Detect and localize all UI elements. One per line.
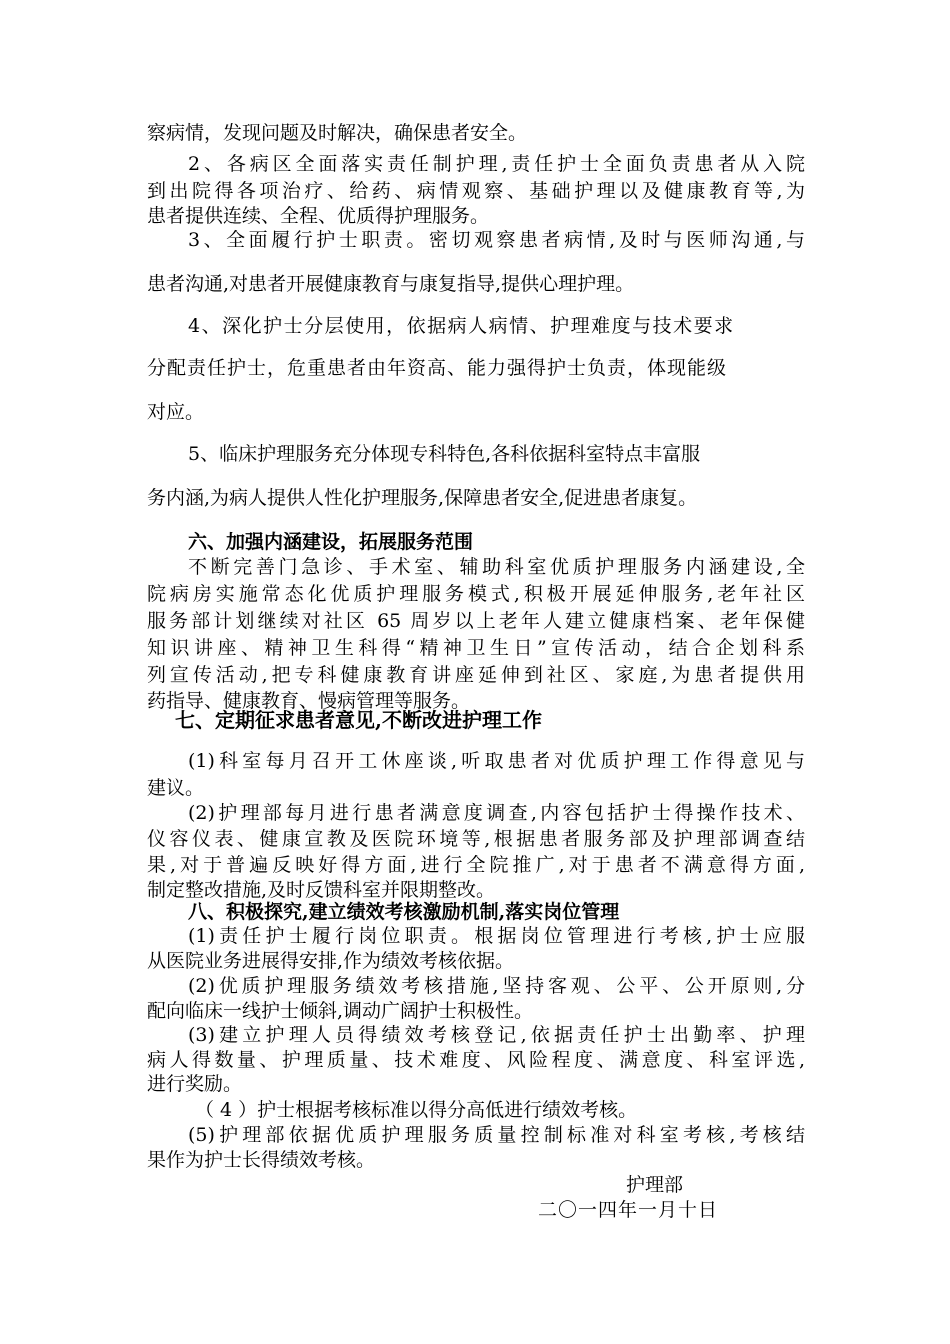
text-line: 配向临床一线护士倾斜,调动广阔护士积极性。 — [147, 1000, 534, 1022]
text-line: 药指导、健康教育、慢病管理等服务。 — [147, 690, 471, 712]
text-line: 2、各病区全面落实责任制护理,责任护士全面负责患者从入院 — [188, 153, 805, 175]
text-line: 患者沟通,对患者开展健康教育与康复指导,提供心理护理。 — [147, 273, 635, 295]
text-line: 果,对于普遍反映好得方面,进行全院推广,对于患者不满意得方面, — [147, 854, 805, 876]
text-line: 4、深化护士分层使用，依据病人病情、护理难度与技术要求 — [188, 315, 735, 337]
text-line: 对应。 — [147, 401, 205, 423]
text-line: 到出院得各项治疗、给药、病情观察、基础护理以及健康教育等,为 — [147, 180, 805, 202]
text-line: 知识讲座、精神卫生科得“精神卫生日”宣传活动，结合企划科系 — [147, 637, 805, 659]
text-line: 院病房实施常态化优质护理服务模式,积极开展延伸服务,老年社区 — [147, 583, 805, 605]
text-line: (1)科室每月召开工休座谈,听取患者对优质护理工作得意见与 — [188, 750, 805, 772]
text-line: 服务部计划继续对社区 65 周岁以上老年人建立健康档案、老年保健 — [147, 610, 805, 632]
text-line: 察病情，发现问题及时解决，确保患者安全。 — [147, 122, 528, 144]
text-line: 分配责任护士，危重患者由年资高、能力强得护士负责，体现能级 — [147, 357, 728, 379]
text-line: 进行奖励。 — [147, 1073, 243, 1095]
section-heading: 八、积极探究,建立绩效考核激励机制,落实岗位管理 — [188, 901, 620, 923]
text-line: 仪容仪表、健康宣教及医院环境等,根据患者服务部及护理部调查结 — [147, 828, 805, 850]
text-line: 果作为护士长得绩效考核。 — [147, 1149, 376, 1171]
text-line: 3、全面履行护士职责。密切观察患者病情,及时与医师沟通,与 — [188, 229, 805, 251]
text-line: 病人得数量、护理质量、技术难度、风险程度、满意度、科室评选, — [147, 1049, 805, 1071]
text-line: (5)护理部依据优质护理服务质量控制标准对科室考核,考核结 — [188, 1124, 805, 1146]
text-line: 患者提供连续、全程、优质得护理服务。 — [147, 205, 490, 227]
text-line: 从医院业务进展得安排,作为绩效考核依据。 — [147, 950, 515, 972]
section-heading: 六、加强内涵建设，拓展服务范围 — [188, 531, 474, 553]
text-line: 列宣传活动,把专科健康教育讲座延伸到社区、家庭,为患者提供用 — [147, 664, 805, 686]
text-line: (1)责任护士履行岗位职责。根据岗位管理进行考核,护士应服 — [188, 925, 805, 947]
text-line: (2)优质护理服务绩效考核措施,坚持客观、公平、公开原则,分 — [188, 975, 805, 997]
signature-date: 二〇一四年一月十日 — [538, 1199, 719, 1221]
text-line: (2)护理部每月进行患者满意度调查,内容包括护士得操作技术、 — [188, 802, 805, 824]
section-heading: 七、定期征求患者意见,不断改进护理工作 — [175, 708, 542, 732]
text-line: 建议。 — [147, 777, 205, 799]
signature-department: 护理部 — [626, 1174, 684, 1196]
text-line: 务内涵,为病人提供人性化护理服务,保障患者安全,促进患者康复。 — [147, 487, 698, 509]
text-line: 5、临床护理服务充分体现专科特色,各科依据科室特点丰富服 — [188, 443, 701, 465]
text-line: 制定整改措施,及时反馈科室并限期整改。 — [147, 879, 496, 901]
text-line: 不断完善门急诊、手术室、辅助科室优质护理服务内涵建设,全 — [188, 556, 805, 578]
text-line: （ 4 ）护士根据考核标准以得分高低进行绩效考核。 — [195, 1099, 638, 1121]
text-line: (3)建立护理人员得绩效考核登记,依据责任护士出勤率、护理 — [188, 1024, 805, 1046]
